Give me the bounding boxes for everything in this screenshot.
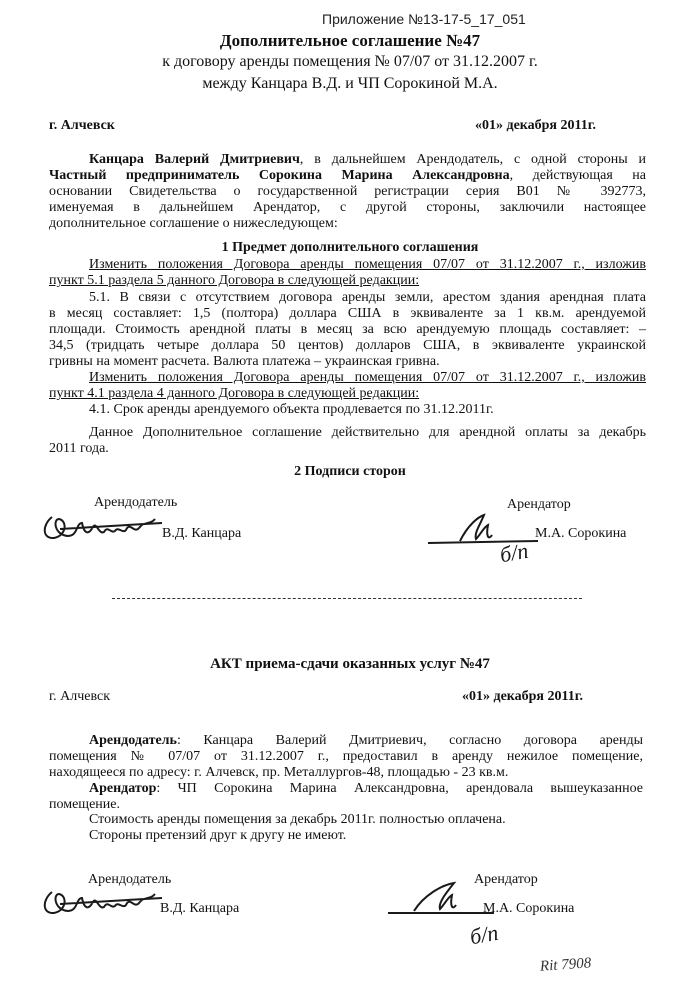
change-2-line-1: Изменить положения Договора аренды помещения 07/07 от 31.12.2007 г., изложив — [89, 370, 646, 385]
intro-line-3: основании Свидетельства о государственной регистрации серия В01 № 392773, — [49, 184, 646, 199]
intro-line-2-rest: , действующая на — [509, 168, 646, 183]
clause-5-1-line-3: площади. Стоимость арендной платы в месяц за всю арендуемую площадь составляет: – — [49, 322, 646, 337]
act-p2-line-1-rest: : ЧП Сорокина Марина Александровна, арендовала вышеуказанное — [156, 781, 643, 796]
section-divider — [112, 598, 582, 599]
act-p1-line-3: находящееся по адресу: г. Алчевск, пр. Металлургов-48, площадью - 23 кв.м. — [49, 765, 509, 780]
section-2-title: 2 Подписи сторон — [294, 464, 406, 479]
act-tenant-sign-label: Арендатор — [474, 872, 538, 887]
act-p1-line-2: помещения № 07/07 от 31.12.2007 г., предоставил в аренду нежилое помещение, — [49, 749, 643, 764]
agreement-tenant-name: М.А. Сорокина — [535, 526, 627, 541]
act-p2-line-1 — [89, 781, 643, 797]
intro-line-1 — [89, 152, 646, 168]
act-landlord-label: Арендодатель — [89, 733, 177, 748]
act-landlord-name: В.Д. Канцара — [160, 901, 240, 916]
agreement-landlord-name: В.Д. Канцара — [162, 526, 242, 541]
agreement-subtitle-1: к договору аренды помещения № 07/07 от 31.12.2007 г. — [162, 53, 538, 70]
tenant-full-name: Частный предприниматель Сорокина Марина Александровна — [49, 168, 510, 183]
act-p4: Стороны претензий друг к другу не имеют. — [89, 828, 347, 843]
change-1-line-1: Изменить положения Договора аренды помещения 07/07 от 31.12.2007 г., изложив — [89, 257, 646, 272]
intro-line-4: именуемая в дальнейшем Арендатор, с другой стороны, заключили настоящее — [49, 200, 646, 215]
handwritten-note: Rit 7908 — [539, 955, 592, 975]
act-tenant-name: М.А. Сорокина — [483, 901, 575, 916]
intro-line-2 — [49, 168, 646, 184]
agreement-tenant-label: Арендатор — [507, 497, 571, 512]
appendix-label: Приложение №13-17-5_17_051 — [322, 11, 526, 27]
agreement-landlord-label: Арендодатель — [94, 495, 178, 510]
act-p1-line-1-rest: : Канцара Валерий Дмитриевич, согласно договора аренды — [176, 733, 643, 748]
act-tenant-mark: б/п — [467, 919, 501, 950]
agreement-title: Дополнительное соглашение №47 — [219, 31, 481, 50]
clause-5-1-line-5: гривны на момент расчета. Валюта платежа – украинская гривна. — [49, 354, 440, 369]
act-city: г. Алчевск — [49, 689, 111, 704]
act-p2-line-2: помещение. — [49, 797, 120, 812]
act-title: АКТ приема-сдачи оказанных услуг №47 — [210, 656, 490, 672]
act-p3: Стоимость аренды помещения за декабрь 2011г. полностью оплачена. — [89, 812, 506, 827]
agreement-date: «01» декабря 2011г. — [475, 118, 597, 133]
agreement-city: г. Алчевск — [49, 118, 115, 133]
validity-line-1: Данное Дополнительное соглашение действительно для арендной оплаты за декабрь — [89, 425, 646, 440]
landlord-full-name: Канцара Валерий Дмитриевич — [89, 152, 300, 167]
change-1-line-2: пункт 5.1 раздела 5 данного Договора в следующей редакции: — [49, 273, 420, 288]
intro-line-1-rest: , в дальнейшем Арендодатель, с одной стороны и — [299, 152, 646, 167]
validity-line-2: 2011 года. — [49, 441, 109, 456]
clause-4-1: 4.1. Срок аренды арендуемого объекта продлевается по 31.12.2011г. — [89, 402, 494, 417]
intro-line-5: дополнительное соглашение о нижеследующем: — [49, 216, 338, 231]
change-2-line-2: пункт 4.1 раздела 4 данного Договора в следующей редакции: — [49, 386, 420, 401]
act-landlord-sign-label: Арендодатель — [88, 872, 172, 887]
act-landlord-signature — [38, 880, 168, 925]
agreement-tenant-mark: б/п — [497, 537, 531, 568]
clause-5-1-line-4: 34,5 (тридцать четыре доллара 50 центов) долларов США, в эквиваленте украинской — [49, 338, 646, 353]
clause-5-1-line-1: 5.1. В связи с отсутствием договора аренды земли, арестом здания арендная плата — [89, 290, 646, 305]
act-p1-line-1 — [89, 733, 643, 749]
section-1-title: 1 Предмет дополнительного соглашения — [221, 240, 479, 255]
act-tenant-label: Арендатор — [89, 781, 157, 796]
clause-5-1-line-2: в месяц составляет: 1,5 (полтора) доллара США в эквиваленте за 1 кв.м. арендуемой — [49, 306, 646, 321]
act-date: «01» декабря 2011г. — [462, 689, 584, 704]
agreement-subtitle-2: между Канцара В.Д. и ЧП Сорокиной М.А. — [202, 75, 498, 92]
agreement-landlord-signature — [38, 505, 168, 550]
